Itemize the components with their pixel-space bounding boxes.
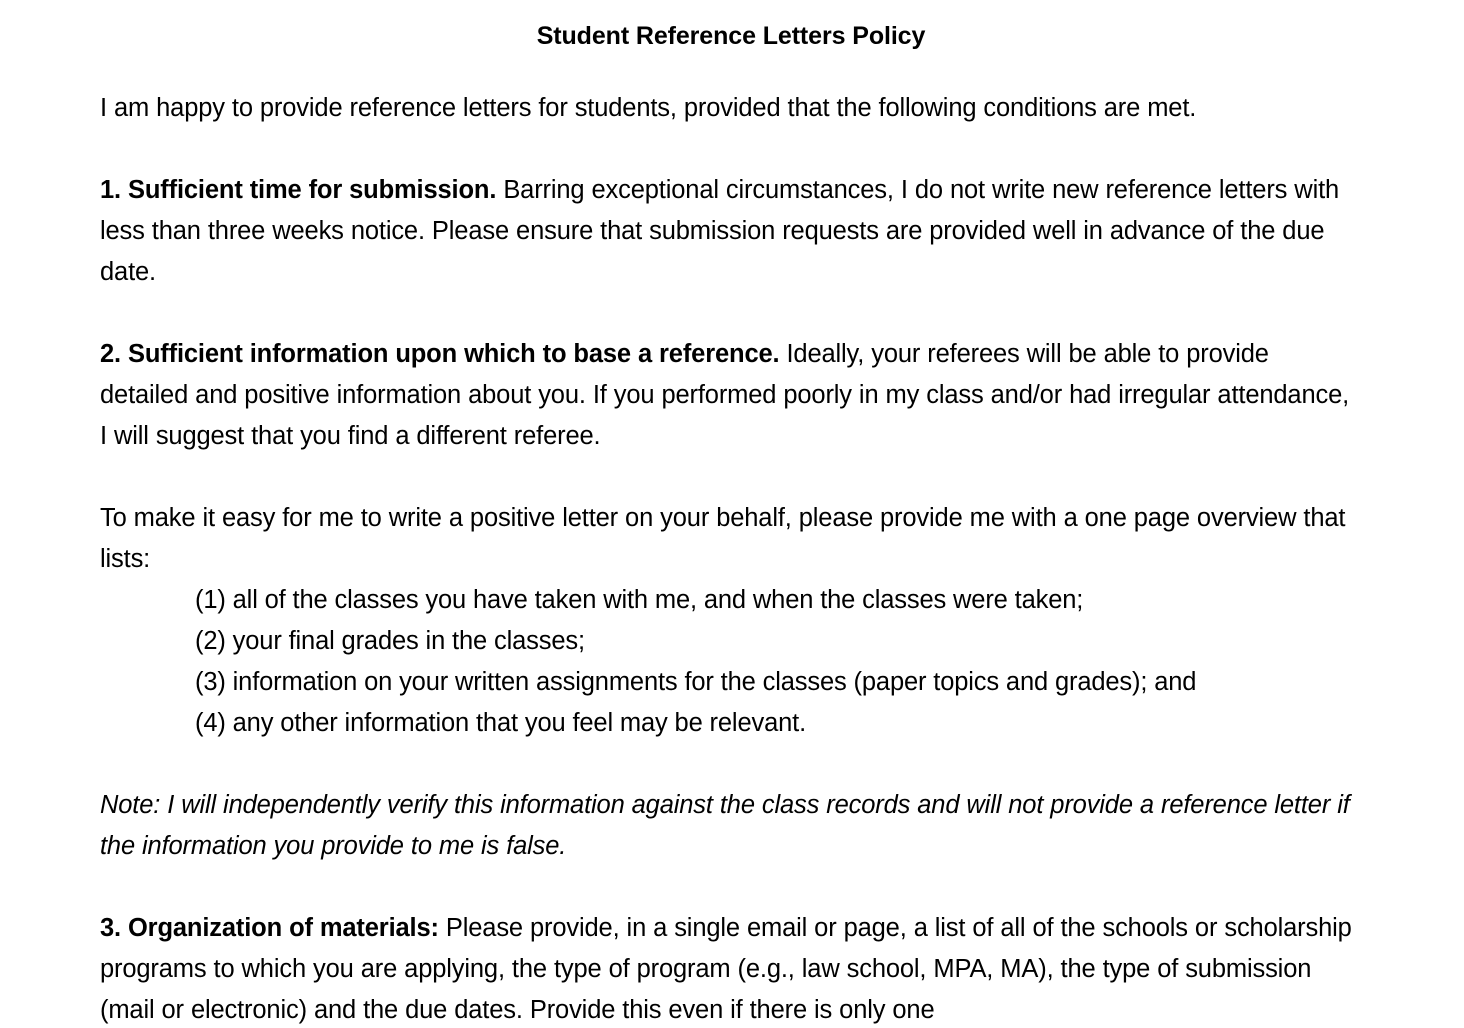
page-title: Student Reference Letters Policy	[536, 22, 926, 50]
section-1-body: Barring exceptional circumstances, I do not write new reference letters with less than three weeks notice. Please ensure that submission requests are provided well in advance of the due date.	[100, 176, 1340, 286]
spacer	[100, 867, 1362, 908]
overview-intro-paragraph: To make it easy for me to write a positive letter on your behalf, please provide me with a one page overview that lists:	[100, 504, 1346, 573]
spacer	[100, 293, 1362, 334]
spacer	[100, 744, 1362, 785]
note-paragraph: Note: I will independently verify this information against the class records and will not provide a reference letter if the information you provide to me is false.	[100, 791, 1350, 860]
section-sufficient-time	[100, 170, 1362, 293]
section-organization-of-materials	[100, 908, 1362, 1028]
list-item: (1) all of the classes you have taken with me, and when the classes were taken;	[195, 586, 1084, 614]
spacer	[100, 57, 1362, 88]
list-item: (3) information on your written assignments for the classes (paper topics and grades); and	[195, 668, 1197, 696]
list-item: (4) any other information that you feel may be relevant.	[195, 709, 807, 737]
intro-paragraph: I am happy to provide reference letters for students, provided that the following conditions are met.	[100, 94, 1197, 122]
document-body	[100, 0, 1362, 1028]
section-2-lead: 2. Sufficient information upon which to base a reference.	[100, 340, 780, 368]
spacer	[100, 129, 1362, 170]
list-item: (2) your final grades in the classes;	[195, 627, 585, 655]
section-1-lead: 1. Sufficient time for submission.	[100, 176, 497, 204]
section-3-body: Please provide, in a single email or page, a list of all of the schools or scholarship programs to which you are applying, the type of program (e.g., law school, MPA, MA), the type of submission (mail or electronic) and the due dates. Provide this even if there is only one	[100, 914, 1352, 1024]
overview-list	[100, 580, 1362, 744]
spacer	[100, 457, 1362, 498]
section-sufficient-information	[100, 334, 1362, 457]
section-3-lead: 3. Organization of materials:	[100, 914, 439, 942]
section-2-body: Ideally, your referees will be able to provide detailed and positive information about you. If you performed poorly in my class and/or had irregular attendance, I will suggest that you find a different referee.	[100, 340, 1350, 450]
